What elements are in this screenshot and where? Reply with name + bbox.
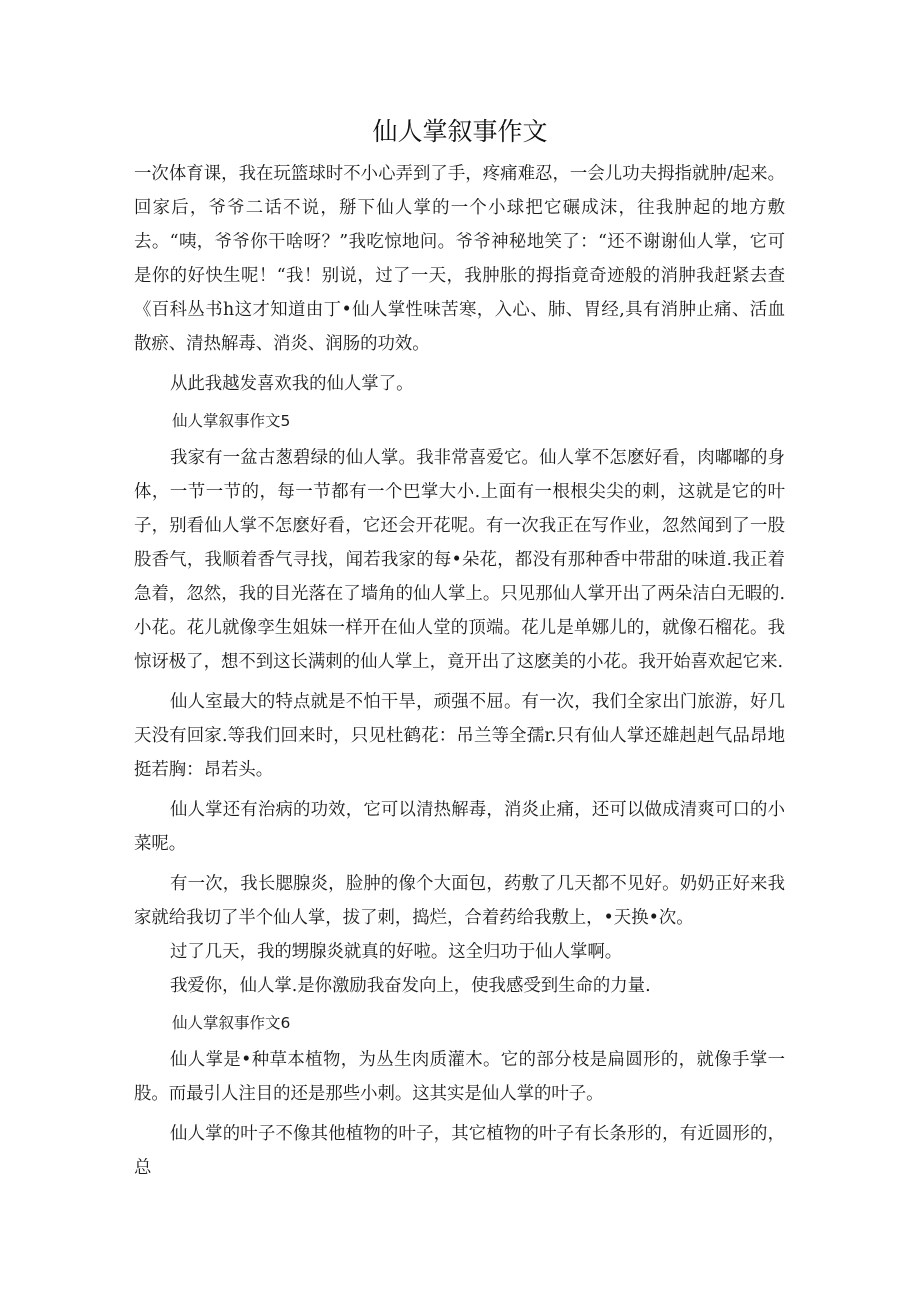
paragraph-cactus-plant: 仙人掌是•种草本植物，为丛生肉质灌木。它的部分枝是扁圆形的，就像手掌一股。而最引人注目的还是那些小刺。这其实是仙人掌的叶子。 [134,1050,785,1104]
paragraph-like-more: 从此我越发喜欢我的仙人掌了。 [170,374,414,394]
section-heading-5: 仙人掌叙事作文5 [172,412,291,430]
paragraph-love-cactus: 我爱你，仙人掌.是你激励我奋发向上，使我感受到生命的力量. [170,976,651,996]
paragraph-cactus-leaves: 仙人掌的叶子不像其他植物的叶子，其它植物的叶子有长条形的，有近圆形的，总 [134,1124,785,1178]
paragraph-cactus-flower: 我家有一盆古葱碧绿的仙人掌。我非常喜爱它。仙人掌不怎麽好看，肉嘟嘟的身体，一节一节的，每一节都有一个巴掌大小.上面有一根根尖尖的刺，这就是它的叶子，别看仙人掌不怎麽好看，它还会开花呢。有一次我正在写作业，忽然闻到了一股股香气，我顺着香气寻找，闻若我家的每•朵花，都没有那种香中带甜的味道.我正着急着，忽然，我的目光落在了墙角的仙人掌上。只见那仙人掌开出了两朵洁白无暇的.小花。花儿就像孪生姐妹一样开在仙人堂的顶端。花儿是单娜儿的，就像石榴花。我惊讶极了，想不到这长满刺的仙人掌上，竟开出了这麽美的小花。我开始喜欢起它来. [134,448,785,672]
section-heading-6: 仙人掌叙事作文6 [172,1014,291,1032]
paragraph-injury-story: 一次体育课，我在玩篮球时不小心弄到了手，疼痛难忍，一会儿功夫拇指就肿/起来。回家后，爷爷二话不说，掰下仙人掌的一个小球把它碾成沫，往我肿起的地方敷去。“咦，爷爷你干啥呀？”我吃惊地问。爷爷神秘地笑了：“还不谢谢仙人掌，它可是你的好快生呢！“我！别说，过了一天，我肿胀的拇指竟奇迹般的消肿我赶紧去查《百科丛书h这才知道由丁•仙人掌性味苦寒，入心、肺、胃经,具有消肿止痛、活血散瘀、清热解毒、消炎、润肠的功效。 [134,164,785,354]
paragraph-recovered: 过了几天，我的甥腺炎就真的好啦。这全归功于仙人掌啊。 [170,942,623,962]
paragraph-drought-resistant: 仙人室最大的特点就是不怕干旱，顽强不屈。有一次，我们全家出门旅游，好几天没有回家.等我们回来时，只见杜鹤花：吊兰等全孺r.只有仙人掌还雄赳赳气品昂地挺若胸：昂若头。 [134,692,785,780]
paragraph-medicinal-effect: 仙人掌还有治病的功效，它可以清热解毒，消炎止痛，还可以做成清爽可口的小菜呢。 [134,800,785,854]
document-body [134,157,785,1185]
document-title: 仙人掌叙事作文 [372,117,548,146]
paragraph-mumps: 有一次，我长腮腺炎，脸肿的像个大面包，药敷了几天都不见好。奶奶正好来我家就给我切了半个仙人掌，拔了刺，捣烂，合着药给我敷上，•天换•次。 [134,874,785,928]
